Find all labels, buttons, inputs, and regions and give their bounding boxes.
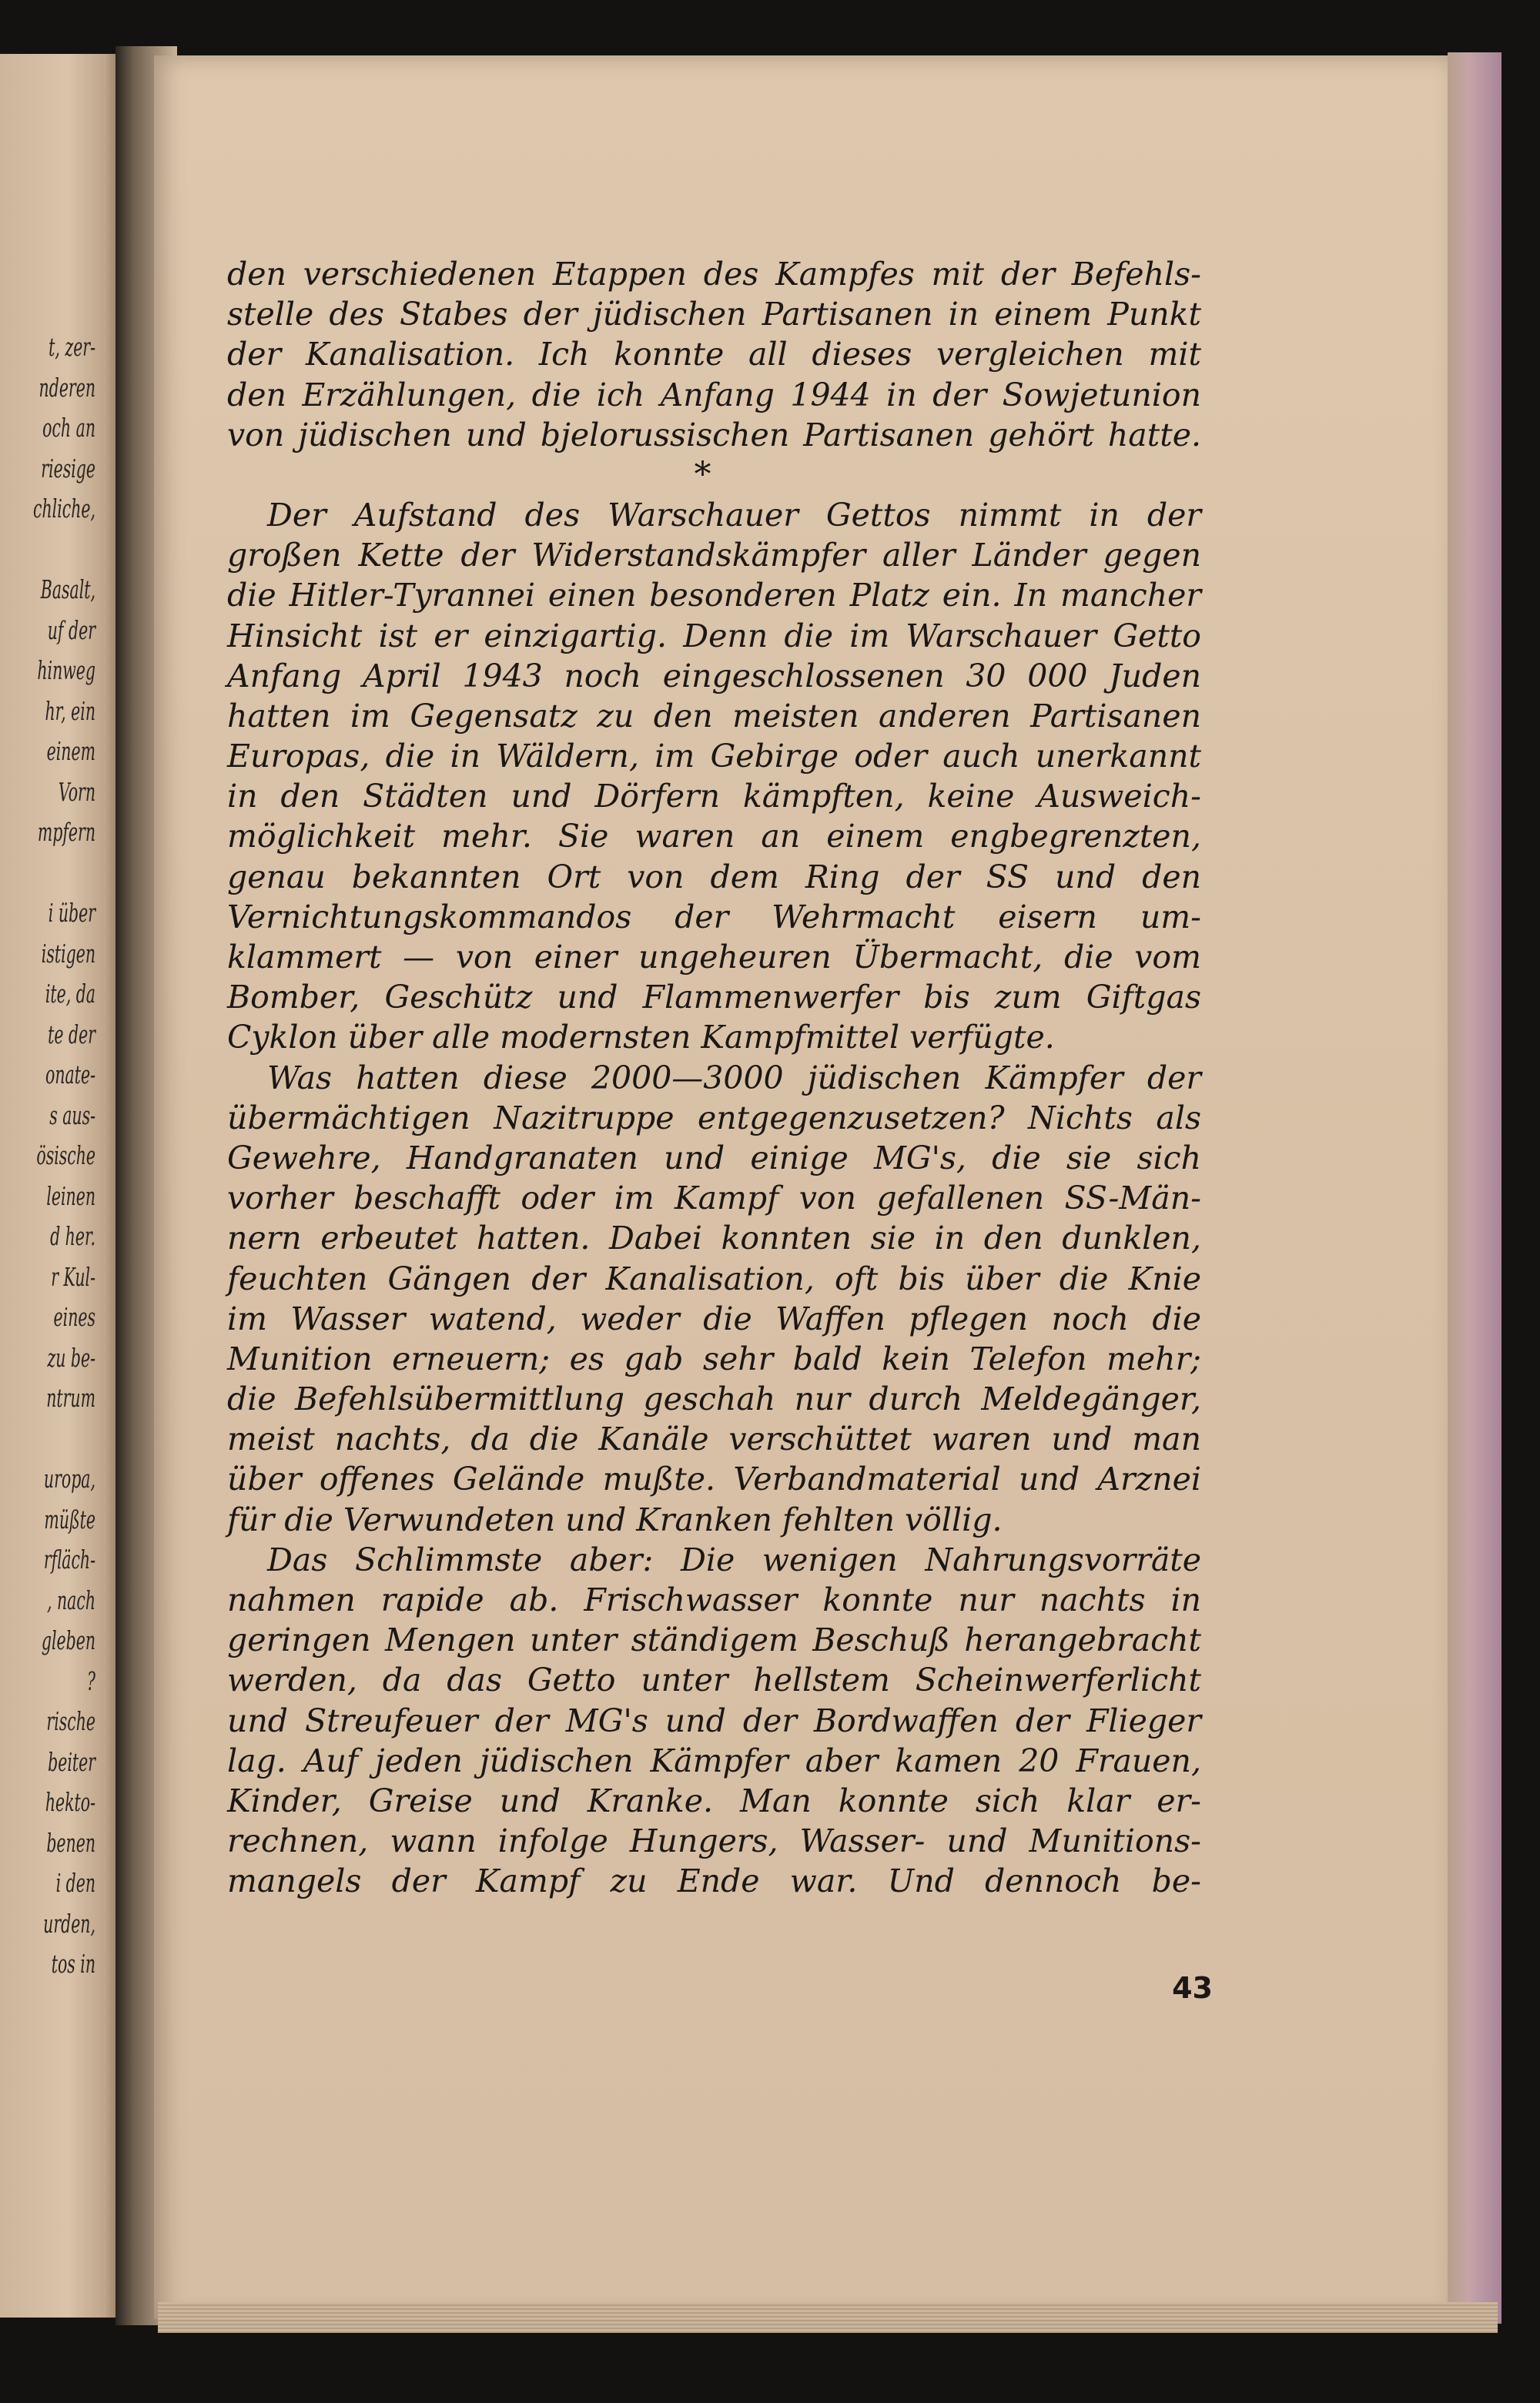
text-line: genau bekannten Ort von dem Ring der SS und den (227, 858, 1201, 895)
previous-page-fragment: r Kul- (51, 1261, 95, 1292)
text-line: den verschiedenen Etappen des Kampfes mit der Befehls- (227, 256, 1201, 293)
previous-page-fragment: urden, (43, 1908, 95, 1939)
previous-page-fragment: s aus- (49, 1099, 95, 1130)
text-line: der Kanalisation. Ich konnte all dieses vergleichen mit (227, 336, 1201, 373)
text-line: den Erzählungen, die ich Anfang 1944 in der Sowjetunion (227, 376, 1201, 413)
book-cover-edge (1448, 52, 1502, 2324)
text-line: Munition erneuern; es gab sehr bald kein Telefon mehr; (227, 1340, 1201, 1377)
previous-page-fragment: te der (48, 1019, 95, 1049)
paragraph-2 (227, 495, 1201, 1058)
previous-page-fragment: Vorn (58, 776, 95, 807)
previous-page-fragment: uf der (47, 614, 95, 645)
text-line: die Hitler-Tyrannei einen besonderen Platz ein. In mancher (227, 577, 1201, 614)
previous-page-fragment: d her. (50, 1221, 95, 1251)
previous-page-fragment: , nach (46, 1585, 95, 1615)
text-line: Europas, die in Wäldern, im Gebirge oder auch unerkannt (227, 738, 1201, 775)
text-line: von jüdischen und bjelorussischen Partisanen gehört hatte. (227, 416, 1201, 453)
text-line: Vernichtungskommandos der Wehrmacht eisern um- (227, 898, 1201, 935)
previous-page-fragment: hinweg (37, 655, 95, 685)
text-line: Gewehre, Handgranaten und einige MG's, die sie sich (227, 1139, 1201, 1176)
text-line: über offenes Gelände mußte. Verbandmaterial und Arznei (227, 1461, 1201, 1498)
previous-page-fragment: Basalt, (40, 574, 95, 604)
previous-page-fragment: rische (46, 1706, 95, 1736)
page-block-edges (158, 2302, 1498, 2333)
previous-page-fragment: onate- (45, 1059, 95, 1089)
text-line: Bomber, Geschütz und Flammenwerfer bis zum Giftgas (227, 979, 1201, 1016)
previous-page-fragment: ntrum (46, 1383, 95, 1413)
text-line: übermächtigen Nazitruppe entgegenzusetzen? Nichts als (227, 1099, 1201, 1136)
text-line: klammert — von einer ungeheuren Übermacht, die vom (227, 939, 1201, 976)
text-line: Cyklon über alle modernsten Kampfmittel verfügte. (227, 1019, 1055, 1056)
text-line: Was hatten diese 2000—3000 jüdischen Kämpfer der (267, 1059, 1201, 1096)
previous-page-fragment: ite, da (45, 979, 95, 1009)
text-line: Kinder, Greise und Kranke. Man konnte sich klar er- (227, 1782, 1201, 1819)
text-line: vorher beschafft oder im Kampf von gefallenen SS-Män- (227, 1180, 1201, 1217)
text-line: Hinsicht ist er einzigartig. Denn die im Warschauer Getto (227, 617, 1201, 654)
previous-page-fragment: uropa, (43, 1464, 95, 1494)
previous-page-fragment: beiter (48, 1746, 95, 1777)
text-line: für die Verwundeten und Kranken fehlten völlig. (227, 1501, 1003, 1538)
text-line: werden, da das Getto unter hellstem Scheinwerferlicht (227, 1662, 1201, 1699)
previous-page-fragment: hr, ein (45, 695, 95, 726)
previous-page-fragment: einem (46, 736, 95, 766)
paragraph-4 (227, 1540, 1201, 1902)
text-line: mangels der Kampf zu Ende war. Und dennoch be- (227, 1862, 1201, 1900)
text-line: lag. Auf jeden jüdischen Kämpfer aber kamen 20 Frauen, (227, 1742, 1201, 1779)
text-line: meist nachts, da die Kanäle verschüttet waren und man (227, 1421, 1201, 1458)
previous-page-fragment: benen (46, 1827, 95, 1858)
text-line: rechnen, wann infolge Hungers, Wasser- und Munitions- (227, 1822, 1201, 1860)
previous-page-fragment: gleben (41, 1625, 95, 1655)
previous-page-fragment: mpfern (37, 817, 95, 847)
text-line: Der Aufstand des Warschauer Gettos nimmt in der (267, 496, 1201, 534)
previous-page-fragment: tos in (51, 1949, 95, 1979)
previous-page-fragment: riesige (41, 453, 95, 484)
text-line: feuchten Gängen der Kanalisation, oft bis über die Knie (227, 1260, 1201, 1297)
previous-page-fragment: t, zer- (49, 332, 95, 362)
text-line: im Wasser watend, weder die Waffen pflegen noch die (227, 1300, 1201, 1337)
text-line: großen Kette der Widerstandskämpfer aller Länder gegen (227, 537, 1201, 574)
previous-page-fragment: istigen (41, 938, 95, 969)
text-line: in den Städten und Dörfern kämpften, keine Ausweich- (227, 778, 1201, 815)
text-line: Das Schlimmste aber: Die wenigen Nahrungsvorräte (267, 1541, 1201, 1578)
previous-page-fragment: och an (42, 413, 95, 443)
text-line: und Streufeuer der MG's und der Bordwaffen der Flieger (227, 1702, 1201, 1739)
previous-page-fragment: hekto- (45, 1787, 95, 1817)
previous-page-fragment (0, 853, 95, 894)
paragraph-1 (227, 254, 1201, 455)
previous-page-fragment: leinen (46, 1180, 95, 1211)
text-line: nern erbeutet hatten. Dabei konnten sie in den dunklen, (227, 1220, 1201, 1257)
text-line: nahmen rapide ab. Frischwasser konnte nur nachts in (227, 1581, 1201, 1618)
previous-page-fragment: i den (55, 1868, 95, 1898)
page-number: 43 (1172, 1971, 1213, 2005)
previous-page-fragment: chliche, (33, 494, 95, 524)
previous-page-fragment: ösische (36, 1140, 95, 1170)
previous-page-fragment: rfläch- (43, 1545, 96, 1575)
previous-page-fragment: eines (53, 1302, 95, 1332)
paragraph-3 (227, 1058, 1201, 1540)
previous-page-edge (0, 54, 123, 2318)
previous-page-fragment: nderen (38, 372, 95, 403)
text-line: Anfang April 1943 noch eingeschlossenen 30 000 Juden (227, 657, 1201, 694)
previous-page-text-fragments (0, 327, 96, 1985)
page-body (227, 254, 1201, 1902)
text-line: möglichkeit mehr. Sie waren an einem engbegrenzten, (227, 818, 1201, 855)
previous-page-fragment: ? (87, 1665, 95, 1696)
text-line: stelle des Stabes der jüdischen Partisanen in einem Punkt (227, 296, 1201, 333)
previous-page-fragment: zu be- (47, 1342, 95, 1373)
section-separator-asterisk: * (694, 454, 711, 494)
text-line: die Befehlsübermittlung geschah nur durch Meldegänger, (227, 1381, 1201, 1418)
previous-page-fragment (0, 530, 95, 571)
text-line: geringen Mengen unter ständigem Beschuß herangebracht (227, 1622, 1201, 1659)
previous-page-fragment (0, 1419, 95, 1460)
text-line: hatten im Gegensatz zu den meisten anderen Partisanen (227, 697, 1201, 735)
previous-page-fragment: i über (48, 898, 95, 928)
previous-page-fragment: müßte (44, 1504, 95, 1535)
